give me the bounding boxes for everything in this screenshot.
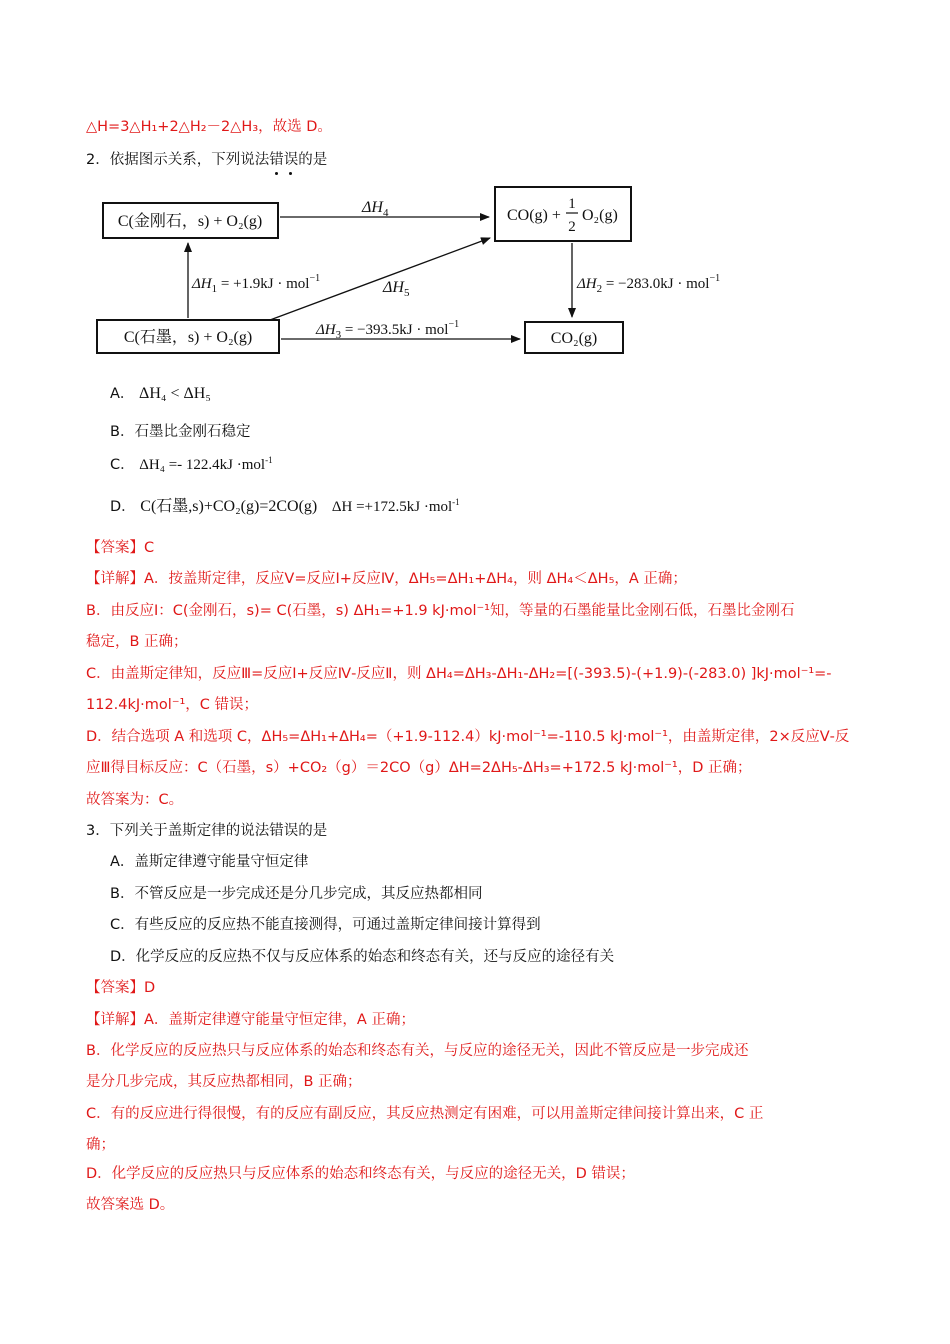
q2-explain-b-line2: 稳定，B 正确； — [86, 634, 188, 650]
q2-explain-b-line1: B．由反应Ⅰ：C(金刚石，s)= C(石墨，s) ΔH₁=+1.9 kJ·mol⁻¹知，等量的石墨能量比金刚石低，石墨比金刚石 — [86, 603, 795, 619]
option-d-equation: C(石墨,s)+CO₂(g)=2CO(g) — [140, 498, 318, 515]
q2-stem-prefix: 2．依据图示关系，下列说法 — [86, 152, 270, 168]
q2-stem-emphasis-1: 错 — [269, 152, 284, 168]
q3-option-d: D．化学反应的反应热不仅与反应体系的始态和终态有关，还与反应的途径有关 — [110, 949, 615, 965]
option-d-enthalpy: ΔH =+172.5kJ ·mol$^{-1}$ — [331, 497, 460, 515]
q2-option-d — [110, 497, 460, 517]
q2-explain-d-line2: 应Ⅲ得目标反应：C（石墨，s）+CO₂（g）＝2CO（g）ΔH=2ΔH₅-ΔH₃=+172.5 kJ·mol⁻¹，D 正确； — [86, 760, 752, 776]
q3-explain-c-line1: C．有的反应进行得很慢，有的反应有副反应，其反应热测定有困难，可以用盖斯定律间接计算出来，C 正 — [86, 1106, 764, 1122]
option-d-label: D． — [110, 499, 136, 515]
fraction-denominator: 2 — [568, 219, 576, 235]
q2-explain-d-line1: D．结合选项 A 和选项 C，ΔH₅=ΔH₁+ΔH₄=（+1.9-112.4）kJ·mol⁻¹=-110.5 kJ·mol⁻¹，由盖斯定律，2×反应Ⅴ-反 — [86, 729, 850, 745]
q3-explain-d: D．化学反应的反应热只与反应体系的始态和终态有关，与反应的途径无关，D 错误； — [86, 1166, 635, 1182]
q2-stem-suffix: 的是 — [298, 152, 328, 168]
q3-explain-b-line1: B．化学反应的反应热只与反应体系的始态和终态有关，与反应的途径无关，因此不管反应是一步完成还 — [86, 1043, 749, 1059]
q2-explain-a: 【详解】A．按盖斯定律，反应Ⅴ=反应Ⅰ+反应Ⅳ，ΔH₅=ΔH₁+ΔH₄，则 ΔH₄＜ΔH₅，A 正确； — [86, 571, 687, 587]
q2-conclusion: 故答案为：C。 — [86, 792, 184, 808]
option-a-label: A． — [110, 386, 135, 402]
box-co-label-left: CO(g) + — [507, 207, 561, 224]
q3-explain-c-line2: 确； — [86, 1137, 115, 1153]
option-a-text: ΔH₄ < ΔH₅ — [139, 385, 211, 402]
q3-option-b: B．不管反应是一步完成还是分几步完成，其反应热都相同 — [110, 886, 483, 902]
q2-stem-emphasis-2: 误 — [283, 152, 299, 168]
label-dh4: $\Delta H_4$ — [362, 199, 389, 219]
enthalpy-diagram — [0, 0, 950, 370]
q2-explain-c-line1: C．由盖斯定律知，反应Ⅲ=反应Ⅰ+反应Ⅳ-反应Ⅱ，则 ΔH₄=ΔH₃-ΔH₁-ΔH₂=[(-393.5)-(+1.9)-(-283.0) ]kJ·mol⁻¹=- — [86, 666, 832, 682]
q2-option-b: B．石墨比金刚石稳定 — [110, 424, 251, 440]
label-dh2: $\Delta H_2 = -283.0kJ \cdot mol^{-1}$ — [577, 273, 721, 295]
q2-option-c — [110, 455, 273, 475]
label-dh5: $\Delta H_5$ — [383, 279, 410, 299]
box-co-label-right: O₂(g) — [582, 207, 618, 224]
box-graphite-label: C(石墨，s) + O₂(g) — [123, 329, 253, 346]
option-c-label: C． — [110, 457, 135, 473]
option-c-text: ΔH₄ =- 122.4kJ ·mol$^{-1}$ — [139, 455, 273, 473]
q3-conclusion: 故答案选 D。 — [86, 1197, 175, 1213]
box-co2-label: CO₂(g) — [550, 330, 598, 347]
previous-conclusion: △H=3△H₁+2△H₂－2△H₃，故选 D。 — [86, 119, 332, 135]
label-dh1: $\Delta H_1 = +1.9kJ \cdot mol^{-1}$ — [192, 273, 321, 295]
q3-answer: 【答案】D — [86, 980, 156, 996]
box-diamond-label: C(金刚石，s) + O₂(g) — [117, 213, 263, 230]
label-dh3: $\Delta H_3 = -393.5kJ \cdot mol^{-1}$ — [316, 319, 460, 341]
q3-stem: 3．下列关于盖斯定律的说法错误的是 — [86, 823, 328, 839]
fraction-numerator: 1 — [568, 196, 576, 212]
q2-explain-c-line2: 112.4kJ·mol⁻¹，C 错误； — [86, 697, 259, 713]
q2-answer: 【答案】C — [86, 540, 155, 556]
q3-explain-b-line2: 是分几步完成，其反应热都相同，B 正确； — [86, 1074, 362, 1090]
q3-option-c: C．有些反应的反应热不能直接测得，可通过盖斯定律间接计算得到 — [110, 917, 541, 933]
q3-option-a: A．盖斯定律遵守能量守恒定律 — [110, 854, 309, 870]
q2-option-a — [110, 384, 211, 404]
q3-explain-a: 【详解】A．盖斯定律遵守能量守恒定律，A 正确； — [86, 1012, 415, 1028]
